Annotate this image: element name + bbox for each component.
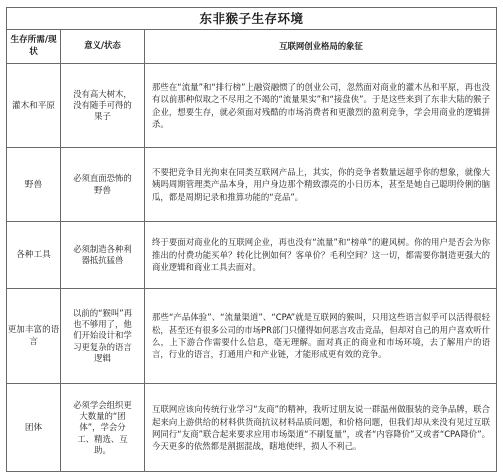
table-row [7, 289, 496, 384]
symbol-cell [145, 148, 496, 221]
header-cell-need [7, 29, 61, 63]
symbol-cell [145, 384, 496, 472]
need-cell [7, 148, 61, 221]
environment-table [6, 7, 497, 472]
meaning-cell [61, 222, 145, 288]
need-text: 团体 [24, 423, 43, 433]
symbol-text: 不要把竞争目光拘束在同类互联网产品上，其实，你的竞争者数量远超乎你的想象，就像大姨吗周期管理类产品本身，用户身边那个精致漂亮的小日历本，甚至是她自己聪明伶俐的脑瓜，都是周期记录和推算功能的“竞品”。 [152, 166, 490, 202]
table-row [7, 222, 496, 289]
need-text: 更加丰富的语言 [7, 325, 60, 347]
meaning-cell [61, 289, 145, 383]
need-cell [7, 384, 61, 472]
symbol-text: 那些在“流量”和“排行榜”上融资融惯了的创业公司，忽然面对商业的灌木丛和平原，再也没有以前那种似取之不尽用之不竭的“流量果实”和“接盘侠”。于是这些来到了东非大陆的猴子企业，想要生存，就必须面对残酷的市场消费者和更激烈的盈利竞争，学会用商业的逻辑拼杀。 [152, 81, 490, 129]
meaning-cell [61, 148, 145, 221]
table-title: 东非猴子生存环境 [7, 8, 496, 30]
need-cell [7, 64, 61, 147]
meaning-cell [61, 384, 145, 472]
table-row [7, 148, 496, 222]
symbol-text: 互联网应该向传统行业学习“友商”的精神，我听过朋友说一群温州做服装的竞争品牌，联合起来向上游供给的材料供货商抗议材料品质问题，和价格问题，但我们却从来没有见过互联网同行“友商”联合起来要求应用市场渠道“不刷复量”，或者“内容降价”又或者“CPA降价”。今天更多的依然都是割据混战，瞎地使绊，损人不利己。 [152, 404, 490, 452]
symbol-text: 那些“产品体验”、“流量渠道”、“CPA”就是互联网的猴叫，只用这些语言似乎可以活得很轻松，甚至还有很多公司的市场PR部门只懂得如何恶言攻击竞品，但却对自己的用户喜欢听什么，上下游合作需要什么信息，毫无理解。面对真正的商业和市场环境，去了解用户的语言，行业的语言，打通用户和产业链，才能形成更有效的竞争。 [152, 312, 490, 360]
need-cell [7, 289, 61, 383]
need-text: 各种工具 [16, 250, 51, 260]
meaning-text: 以前的“猴叫”再也不够用了，他们开始设计和学习更复杂的语言逻辑 [73, 307, 132, 363]
meaning-cell [61, 64, 145, 147]
meaning-text: 必须学会组织更大数量的“团体”，学会分工、精选、互助。 [73, 399, 132, 455]
header-symbol-label: 互联网创业格局的象征 [279, 40, 363, 51]
table-row [7, 64, 496, 148]
symbol-cell [145, 64, 496, 147]
meaning-text: 必须直面恐怖的野兽 [73, 173, 132, 195]
table-row [7, 384, 496, 472]
table-header-row [7, 29, 496, 64]
symbol-cell [145, 289, 496, 383]
header-cell-meaning [61, 29, 145, 63]
need-text: 灌木和平原 [12, 100, 55, 111]
symbol-cell [145, 222, 496, 288]
header-meaning-label: 意义/状态 [84, 40, 121, 51]
need-cell [7, 222, 61, 288]
symbol-text: 终于要面对商业化的互联网企业，再也没有“流量”和“榜单”的避风树。你的用户是否会为你推出的付费功能买单？转化比例如何？客单价？毛利空间？这一切，都需要你制造更强大的商业逻辑和商业工具去面对。 [152, 237, 490, 273]
header-cell-symbol [145, 29, 496, 63]
need-text: 野兽 [24, 179, 43, 190]
header-need-label: 生存所需/现状 [10, 35, 57, 57]
meaning-text: 没有高大树木，没有随手可得的果子 [73, 88, 132, 122]
meaning-text: 必须制造各种利器抵抗猛兽 [73, 243, 132, 265]
